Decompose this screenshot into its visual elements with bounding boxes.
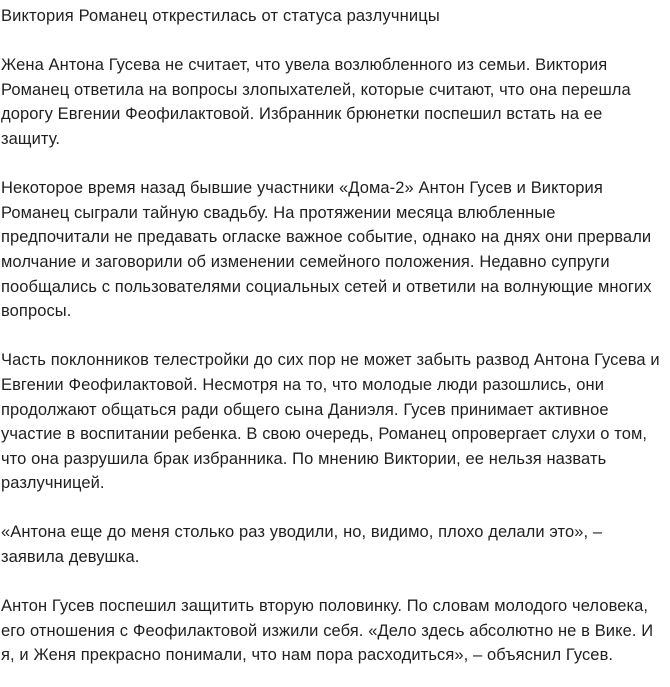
paragraph-block-4 [1,520,662,569]
paragraph-block-2 [1,176,662,324]
article-paragraph: Часть поклонников телестройки до сих пор не может забыть развод Антона Гусева и Евгении Феофилактовой. Несмотря на то, что молодые люди разошлись, они продолжают общаться ради общего сына Даниэля. Гусев принимает активное участие в воспитании ребенка. В свою очередь, Романец опровергает слухи о том, что она разрушила брак избранника. По мнению Виктории, ее нельзя назвать разлучницей. [1,351,660,493]
paragraph-spacer [1,496,662,521]
article-paragraph-quote: «Антона еще до меня столько раз уводили, но, видимо, плохо делали это», – заявила девушка. [1,523,603,567]
paragraph-spacer [1,152,662,177]
paragraph-spacer [1,324,662,349]
paragraph-spacer [1,29,662,54]
paragraph-block-1 [1,53,662,151]
paragraph-block-3 [1,348,662,496]
page-title: Виктория Романец открестилась от статуса разлучницы [1,7,440,25]
article-paragraph: Жена Антона Гусева не считает, что увела возлюбленного из семьи. Виктория Романец ответила на вопросы злопыхателей, которые считают, что она перешла дорогу Евгении Феофилактовой. Избранник брюнетки поспешил встать на ее защиту. [1,56,631,148]
article-paragraph: Некоторое время назад бывшие участники «Дома-2» Антон Гусев и Виктория Романец сыграли тайную свадьбу. На протяжении месяца влюбленные предпочитали не предавать огласке важное событие, однако на днях они прервали молчание и заговорили об изменении семейного положения. Недавно супруги пообщались с пользователями социальных сетей и ответили на волнующие многих вопросы. [1,179,652,321]
article-paragraph: Антон Гусев поспешил защитить вторую половинку. По словам молодого человека, его отношения с Феофилактовой изжили себя. «Дело здесь абсолютно не в Вике. И я, и Женя прекрасно понимали, что нам пора расходиться», – объяснил Гусев. [1,597,654,665]
paragraph-block-5 [1,594,662,668]
paragraph-spacer [1,570,662,595]
